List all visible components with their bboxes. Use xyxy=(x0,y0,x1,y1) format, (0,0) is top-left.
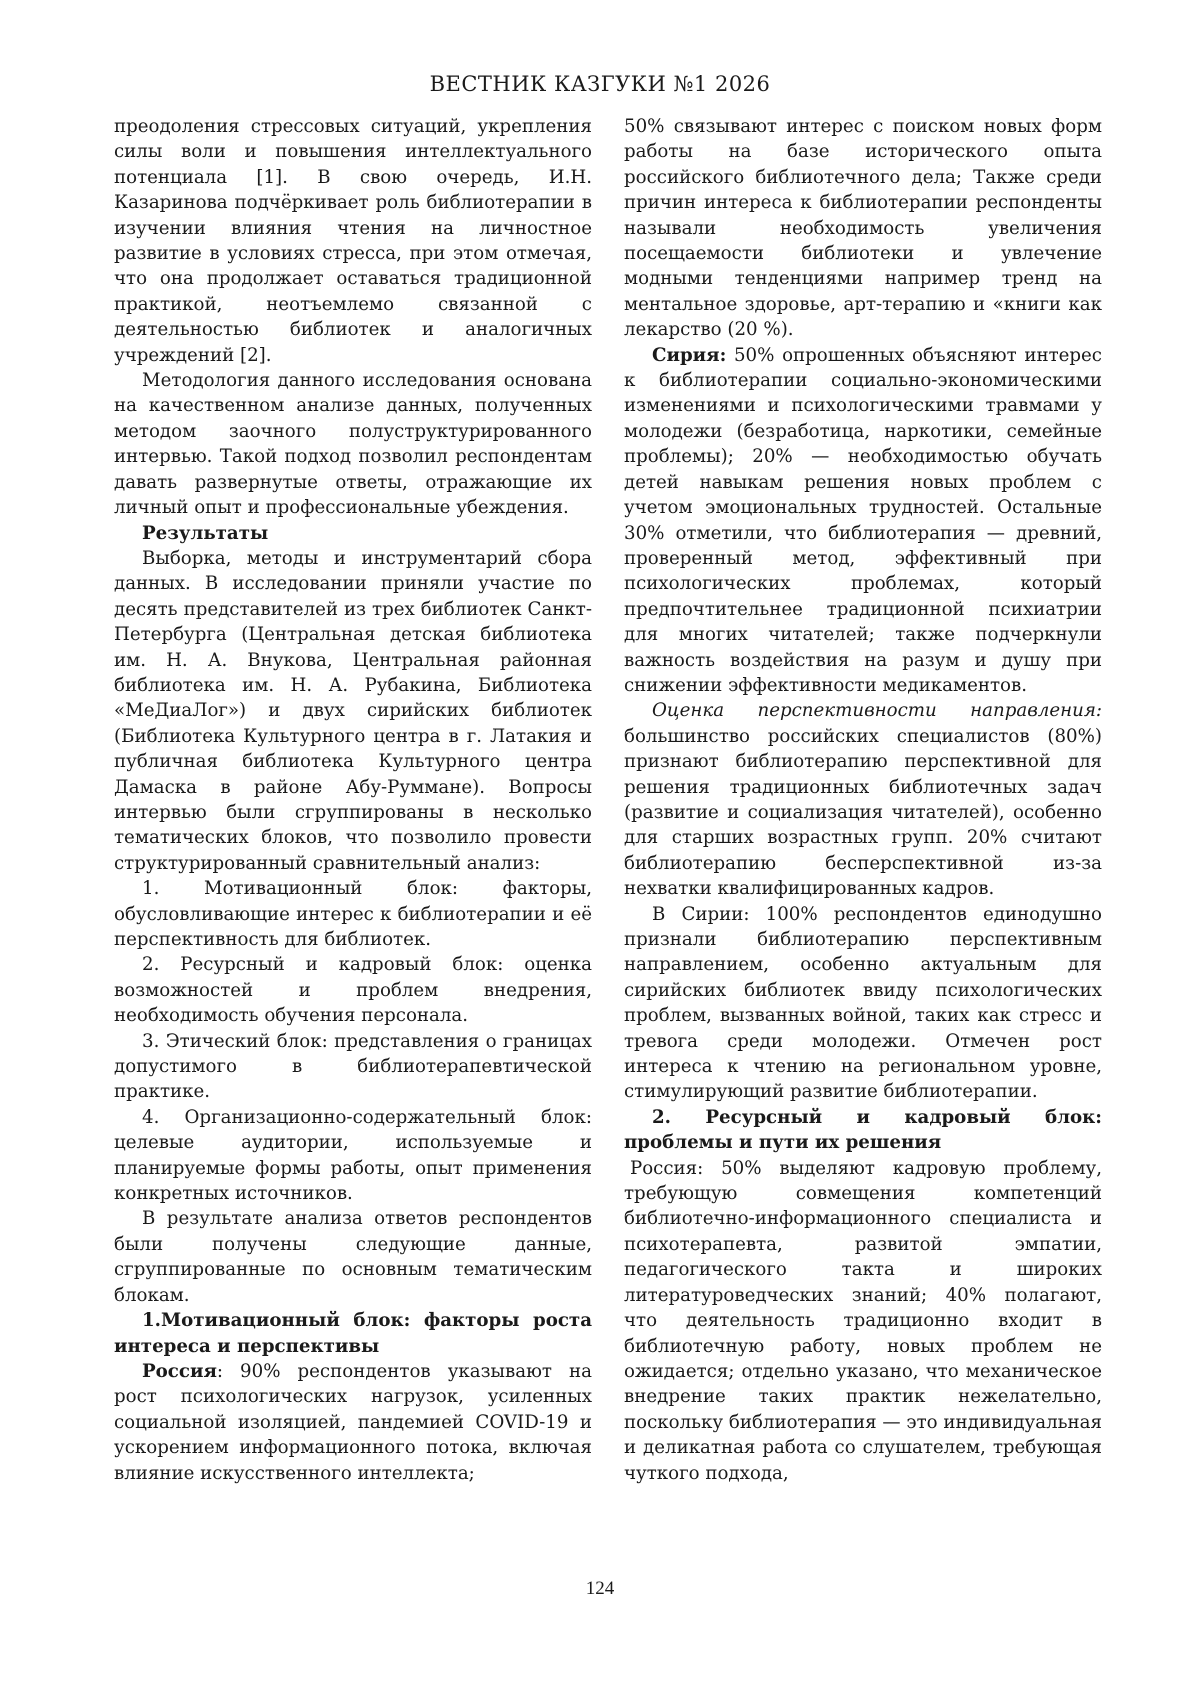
paragraph-syria-motivation xyxy=(624,343,1102,699)
journal-header: ВЕСТНИК КАЗГУКИ №1 2026 xyxy=(429,72,771,96)
paragraph-methodology: Методология данного исследования основана на качественном анализе данных, полученных методом заочного полуструктурированного интервью. Такой подход позволил респондентам давать развернутые ответы, отражающие их личный опыт и профессиональные убеждения. xyxy=(114,370,592,519)
paragraph-russia-resources: Россия: 50% выделяют кадровую проблему, требующую совмещения компетенций библиотечно-информационного специалиста и психотерапевта, развитой эмпатии, педагогического такта и широких литературоведческих знаний; 40% полагают, что деятельность традиционно входит в библиотечную работу, новых проблем не ожидается; отдельно указано, что механическое внедрение таких практик нежелательно, поскольку библиотерапия — это индивидуальная и деликатная работа со слушателем, требующая чуткого подхода, xyxy=(624,1157,1102,1484)
assessment-text: большинство российских специалистов (80%) признают библиотерапию перспективной для решения традиционных библиотечных задач (развитие и социализация читателей), особенно для старших возрастных групп. 20% считают библиотерапию бесперспективной из-за нехватки квалифицированных кадров. xyxy=(624,725,1102,900)
syria-label: Сирия: xyxy=(652,344,727,366)
paragraph-syria-prospects: В Сирии: 100% респондентов единодушно признали библиотерапию перспективным направлением, особенно актуальным для сирийских библиотек ввиду психологических проблем, вызванных войной, таких как стресс и тревога среди молодежи. Отмечен рост интереса к чтению на региональном уровне, стимулирующий развитие библиотерапии. xyxy=(624,903,1102,1103)
section-heading-results: Результаты xyxy=(142,522,269,544)
right-column xyxy=(624,114,1102,1486)
assessment-label: Оценка перспективности направления: xyxy=(652,700,1102,722)
section-heading-block2: 2. Ресурсный и кадровый блок: проблемы и пути их решения xyxy=(624,1106,1102,1154)
russia-label: Россия xyxy=(142,1360,217,1382)
paragraph-assessment xyxy=(624,698,1102,901)
list-item-1: 1. Мотивационный блок: факторы, обусловливающие интерес к библиотерапии и её перспективность для библиотек. xyxy=(114,878,592,950)
left-column xyxy=(114,114,592,1486)
paragraph-russia-motivation xyxy=(114,1359,592,1486)
paragraph-analysis-results: В результате анализа ответов респондентов были получены следующие данные, сгруппированные по основным тематическим блокам. xyxy=(114,1208,592,1306)
paragraph-continuation-right: 50% связывают интерес с поиском новых форм работы на базе исторического опыта российского библиотечного дела; Также среди причин интереса к библиотерапии респонденты называли необходимость увеличения посещаемости библиотеки и увлечение модными тенденциями например тренд на ментальное здоровье, арт-терапию и «книги как лекарство (20 %). xyxy=(624,116,1102,341)
list-item-3: 3. Этический блок: представления о границах допустимого в библиотерапевтической практике. xyxy=(114,1030,592,1103)
list-item-2: 2. Ресурсный и кадровый блок: оценка возможностей и проблем внедрения, необходимость обучения персонала. xyxy=(114,954,592,1027)
section-heading-block1: 1.Мотивационный блок: факторы роста интереса и перспективы xyxy=(114,1310,592,1357)
paragraph-sample: Выборка, методы и инструментарий сбора данных. В исследовании приняли участие по десять представителей из трех библиотек Санкт-Петербурга (Центральная детская библиотека им. Н. А. Внукова, Центральная районная библиотека им. Н. А. Рубакина, Библиотека «МеДиаЛог») и двух сирийских библиотек (Библиотека Культурного центра в г. Латакия и публичная библиотека Культурного центра Дамаска в районе Абу-Руммане). Вопросы интервью были сгруппированы в несколько тематических блоков, что позволило провести структурированный сравнительный анализ: xyxy=(114,547,592,874)
russia-text: : 90% респондентов указывают на рост психологических нагрузок, усиленных социальной изоляцией, пандемией COVID-19 и ускорением информационного потока, включая влияние искусственного интеллекта; xyxy=(114,1360,592,1484)
paragraph-continuation: преодоления стрессовых ситуаций, укрепления силы воли и повышения интеллектуального потенциала [1]. В свою очередь, И.Н. Казаринова подчёркивает роль библиотерапии в изучении влияния чтения на личностное развитие в условиях стресса, при этом отмечая, что она продолжает оставаться традиционной практикой, неотъемлемо связанной с деятельностью библиотек и аналогичных учреждений [2]. xyxy=(114,116,592,366)
syria-text: 50% опрошенных объясняют интерес к библиотерапии социально-экономическими изменениями и психологическими травмами у молодежи (безработица, наркотики, семейные проблемы); 20% — необходимостью обучать детей навыкам решения новых проблем с учетом эмоциональных трудностей. Остальные 30% отметили, что библиотерапия — древний, проверенный метод, эффективный при психологических проблемах, который предпочтительнее традиционной психиатрии для многих читателей; также подчеркнули важность воздействия на разум и душу при снижении эффективности медикаментов. xyxy=(624,344,1102,696)
list-item-4: 4. Организационно-содержательный блок: целевые аудитории, используемые и планируемые формы работы, опыт применения конкретных источников. xyxy=(114,1106,592,1205)
page-number: 124 xyxy=(585,1578,615,1599)
